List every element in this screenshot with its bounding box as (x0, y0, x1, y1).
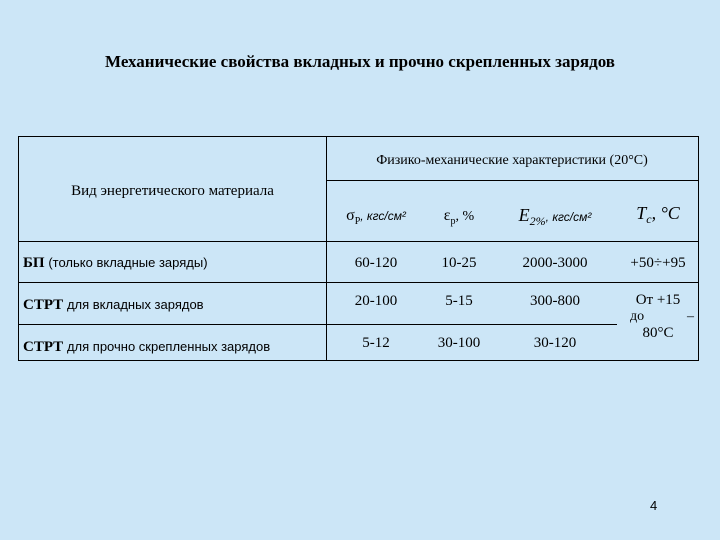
cell-e: 2000-3000 (522, 255, 588, 271)
page-number: 4 (650, 498, 658, 513)
page-title: Механические свойства вкладных и прочно скрепленных зарядов (105, 52, 615, 71)
cell-e: 30-120 (533, 335, 577, 351)
cell-e: 300-800 (530, 293, 580, 309)
divider (19, 241, 698, 242)
cell-tc-merged: От +15 до – 80°С (630, 292, 694, 341)
row-label-bp: БП (только вкладные заряды) (23, 255, 208, 271)
divider (326, 180, 698, 181)
col-header-eps: $\varepsilon_р$, % (443, 207, 475, 228)
col-header-sigma: $\sigma_Р$, кгс/см² (346, 207, 406, 228)
divider (326, 137, 327, 360)
col-header-e: $Е_{2\%}$, кгс/см² (518, 205, 592, 229)
col-header-tc: $Т_с$, °С (636, 203, 680, 227)
cell-eps: 10-25 (441, 255, 477, 271)
group-header: Физико-механические характеристики (20°С) (376, 153, 648, 168)
cell-eps: 5-15 (445, 293, 473, 309)
cell-tc: +50÷+95 (630, 255, 686, 271)
cell-sigma: 20-100 (354, 293, 398, 309)
row-label-strt-bonded: СТРТ для прочно скрепленных зарядов (23, 339, 271, 355)
cell-sigma: 5-12 (362, 335, 390, 351)
cell-eps: 30-100 (437, 335, 481, 351)
properties-table (18, 136, 699, 361)
row-header: Вид энергетического материала (71, 183, 274, 199)
divider (19, 324, 617, 325)
divider (19, 282, 698, 283)
row-label-strt-insert: СТРТ для вкладных зарядов (23, 297, 204, 313)
cell-sigma: 60-120 (354, 255, 398, 271)
